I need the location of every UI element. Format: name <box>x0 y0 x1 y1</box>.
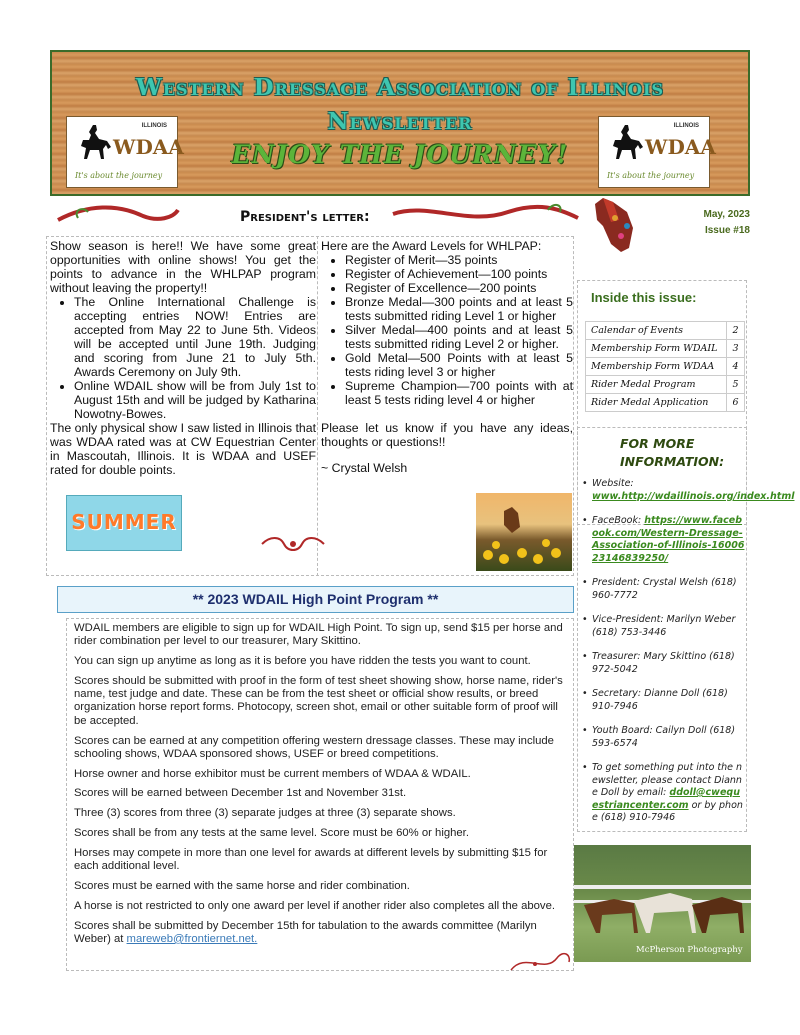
awards-intro: Here are the Award Levels for WHLPAP: <box>321 239 542 253</box>
toc-page: 2 <box>727 322 745 340</box>
president-contact: • President: Crystal Welsh (618) 960-7772 <box>582 577 746 602</box>
photo-credit: McPherson Photography <box>636 945 743 955</box>
issue-number: Issue #18 <box>704 225 750 236</box>
issue-info <box>690 207 750 239</box>
logo-letters: WDAA <box>645 135 716 159</box>
rule-paragraph: WDAIL members are eligible to sign up for WDAIL High Point. To sign up, send $15 per horse and rider combination per level to our treasurer, Mary Skittino. <box>74 622 563 648</box>
letter-bullets <box>50 295 316 421</box>
secretary-contact: • Secretary: Dianne Doll (618) 910-7946 <box>582 688 746 713</box>
summer-label: SUMMER <box>71 510 177 534</box>
rider-silhouette-icon <box>71 121 115 167</box>
wdaa-logo-left <box>66 116 184 188</box>
horse-in-sunflowers-image <box>476 493 572 571</box>
rider-silhouette-icon <box>603 121 647 167</box>
award-level: • Register of Merit—35 points <box>345 253 573 267</box>
horse-head-icon <box>585 196 639 256</box>
letter-signature: ~ Crystal Welsh <box>321 461 408 475</box>
toc-row[interactable] <box>586 340 745 358</box>
toc-page: 4 <box>727 358 745 376</box>
award-level: • Supreme Champion—700 points with at least 5 tests riding level 4 or higher <box>345 379 573 407</box>
website-item: • Website: www.http://wdaillinois.org/index.html <box>582 478 746 503</box>
award-level: • Register of Achievement—100 points <box>345 267 573 281</box>
high-point-title: ** 2023 WDAIL High Point Program ** <box>192 591 439 607</box>
toc-title: Rider Medal Application <box>586 394 727 412</box>
banner-tagline: ENJOY THE JOURNEY! <box>231 140 569 169</box>
rule-paragraph-last: Scores shall be submitted by December 15th for tabulation to the awards committee (Marilyn Weber) at mareweb@frontiernet.net. <box>74 919 537 945</box>
toc-page: 5 <box>727 376 745 394</box>
newsletter-banner <box>50 50 750 196</box>
facebook-link[interactable]: https://www.facebook.com/Western-Dressage-Association-of-Illinois-1600623146839250/ <box>592 515 745 564</box>
award-level: • Bronze Medal—300 points and at least 5 tests submitted riding Level 1 or higher <box>345 295 573 323</box>
toc-row[interactable] <box>586 358 745 376</box>
toc-row[interactable] <box>586 322 745 340</box>
logo-slogan: It's about the journey <box>75 171 163 180</box>
swirl-ornament-icon <box>258 534 328 554</box>
table-of-contents <box>585 321 745 412</box>
contact-list <box>582 478 795 837</box>
high-point-rules <box>74 622 568 953</box>
banner-subtitle: Newsletter <box>327 108 473 135</box>
rule-paragraph: You can sign up anytime as long as it is before you have ridden the tests you want to count. <box>74 655 531 668</box>
vice-president-contact: • Vice-President: Marilyn Weber (618) 753-3446 <box>582 614 746 639</box>
rule-paragraph: Three (3) scores from three (3) separate judges at three (3) separate shows. <box>74 807 456 820</box>
website-link[interactable]: www.http://wdaillinois.org/index.html <box>592 490 795 502</box>
issue-date: May, 2023 <box>703 209 750 220</box>
rule-paragraph: Scores will be earned between December 1st and November 31st. <box>74 787 407 800</box>
letter-bullet: • The Online International Challenge is accepting entries NOW! Entries are accepted from May 22 to June 5th. Videos will be accepted until June 19th. Judging and scoring from June 21 to July 5th. Awards Ceremony on July 9th. <box>74 295 316 379</box>
presidents-letter-title: President's letter: <box>240 209 370 225</box>
letter-bullet: • Online WDAIL show will be from July 1st to August 15th and will be judged by Katharina Nowotny-Bowes. <box>74 379 316 421</box>
youth-board-contact: • Youth Board: Cailyn Doll (618) 593-6574 <box>582 725 746 750</box>
toc-page: 3 <box>727 340 745 358</box>
wdaa-logo-right <box>598 116 716 188</box>
banner-title: Western Dressage Association of Illinois <box>136 74 664 101</box>
toc-row[interactable] <box>586 376 745 394</box>
rule-paragraph: Horses may compete in more than one level for awards at different levels by submitting $15 for each additional level. <box>74 846 548 873</box>
more-info-title: FOR MORE INFORMATION: <box>620 436 725 469</box>
award-level: • Gold Metal—500 Points with at least 5 tests riding level 3 or higher <box>345 351 573 379</box>
rule-paragraph: Scores can be earned at any competition offering western dressage classes. These may include schooling shows, WDAA sponsored shows, USEF or breed competitions. <box>74 734 554 760</box>
toc-title: Membership Form WDAIL <box>586 340 727 358</box>
newsletter-email-link[interactable]: ddoll@cwequestriancenter.com <box>592 787 740 811</box>
summer-time-graphic <box>66 495 182 551</box>
letter-column-right <box>321 239 573 475</box>
column-divider <box>317 236 318 576</box>
rule-paragraph: Scores must be earned with the same horse and rider combination. <box>74 879 410 892</box>
letter-column-left <box>50 239 316 477</box>
rule-paragraph: Horse owner and horse exhibitor must be current members of WDAA & WDAIL. <box>74 767 471 780</box>
rule-paragraph: A horse is not restricted to only one award per level if another rider also completes all the above. <box>74 899 556 912</box>
newsletter-contact: • To get something put into the newsletter, please contact Dianne Doll by email: ddoll@cwequestriancenter.com or by phone (618) 910-7946 <box>582 762 746 825</box>
inside-issue-title: Inside this issue: <box>591 290 697 305</box>
rule-paragraph: Scores shall be from any tests at the same level. Score must be 60% or higher. <box>74 827 469 840</box>
facebook-item: • FaceBook: https://www.facebook.com/Western-Dressage-Association-of-Illinois-1600623146839250/ <box>582 515 746 565</box>
horse-sunflower-photo <box>476 493 572 571</box>
logo-state: ILLINOIS <box>141 123 167 129</box>
toc-title: Membership Form WDAA <box>586 358 727 376</box>
logo-slogan: It's about the journey <box>607 171 695 180</box>
treasurer-contact: • Treasurer: Mary Skittino (618) 972-5042 <box>582 651 746 676</box>
toc-page: 6 <box>727 394 745 412</box>
toc-title: Rider Medal Program <box>586 376 727 394</box>
letter-closing: The only physical show I saw listed in Illinois that was WDAA rated was at CW Equestrian Center in Mascoutah, Illinois. It is WDAA and USEF rated for double points. <box>50 421 316 477</box>
toc-title: Calendar of Events <box>586 322 727 340</box>
treasurer-email-link[interactable]: mareweb@frontiernet.net. <box>126 932 258 945</box>
toc-row[interactable] <box>586 394 745 412</box>
logo-state: ILLINOIS <box>673 123 699 129</box>
awards-list <box>321 253 573 407</box>
award-level: • Silver Medal—400 points and at least 5 tests submitted riding Level 2 or higher. <box>345 323 573 351</box>
letter-ideas: Please let us know if you have any ideas, thoughts or questions!! <box>321 421 573 449</box>
rule-paragraph: Scores should be submitted with proof in the form of test sheet showing show, horse name, rider's name, test judge and date. These can be from the test sheet or official show results, or breed organization horse report forms. Photocopy, screen shot, email or other suitable form of proof will be accepted. <box>74 674 563 727</box>
award-level: • Register of Excellence—200 points <box>345 281 573 295</box>
letter-intro: Show season is here!! We have some great opportunities with online shows! You get the points to advance in the WHLPAP program without leaving the property!! <box>50 239 316 295</box>
corner-swirl-icon <box>505 948 575 976</box>
logo-letters: WDAA <box>113 135 184 159</box>
